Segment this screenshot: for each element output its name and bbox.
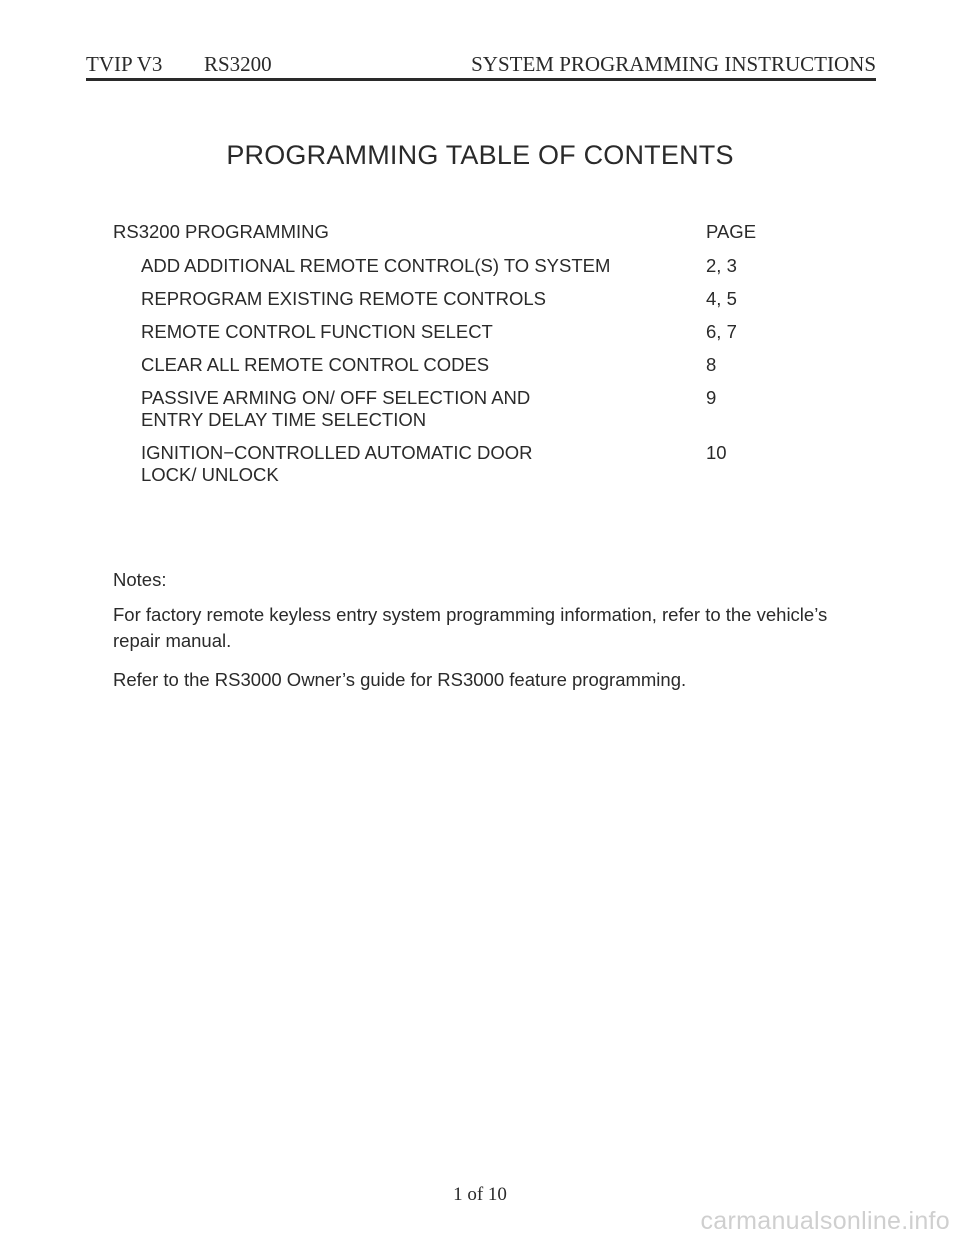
header-product: RS3200 xyxy=(204,52,272,76)
toc-section-label: RS3200 PROGRAMMING xyxy=(113,221,329,242)
toc-entry-title: REPROGRAM EXISTING REMOTE CONTROLS xyxy=(141,288,546,309)
toc-entry xyxy=(141,387,781,431)
toc-list xyxy=(141,255,781,497)
toc-entry-page: 8 xyxy=(706,354,717,375)
note-paragraph: Refer to the RS3000 Owner’s guide for RS3000 feature programming. xyxy=(113,669,687,690)
notes-section xyxy=(113,567,853,706)
page-number: 1 of 10 xyxy=(453,1184,507,1205)
toc-header xyxy=(113,221,773,245)
toc-entry xyxy=(141,288,781,310)
header-doc-title: SYSTEM PROGRAMMING INSTRUCTIONS xyxy=(471,52,876,76)
header-model: TVIP V3 xyxy=(86,52,163,76)
toc-entry xyxy=(141,255,781,277)
note-paragraph: For factory remote keyless entry system programming information, refer to the vehicle’s repair manual. xyxy=(113,604,828,651)
toc-entry xyxy=(141,442,781,486)
page-title: PROGRAMMING TABLE OF CONTENTS xyxy=(226,140,734,170)
toc-entry-title: REMOTE CONTROL FUNCTION SELECT xyxy=(141,321,493,342)
toc-entry xyxy=(141,321,781,343)
toc-entry-page: 10 xyxy=(706,442,727,463)
watermark-text: carmanualsonline.info xyxy=(700,1207,950,1235)
toc-entry-title: IGNITION−CONTROLLED AUTOMATIC DOOR LOCK/ UNLOCK xyxy=(141,442,533,485)
toc-entry-title: ADD ADDITIONAL REMOTE CONTROL(S) TO SYSTEM xyxy=(141,255,611,276)
toc-entry-page: 4, 5 xyxy=(706,288,737,309)
toc-entry-page: 6, 7 xyxy=(706,321,737,342)
toc-page-column-label: PAGE xyxy=(706,221,757,242)
toc-entry-page: 2, 3 xyxy=(706,255,737,276)
notes-heading: Notes: xyxy=(113,569,167,590)
page-header xyxy=(86,52,876,81)
toc-entry-title: CLEAR ALL REMOTE CONTROL CODES xyxy=(141,354,490,375)
toc-entry-page: 9 xyxy=(706,387,717,408)
toc-entry-title: PASSIVE ARMING ON/ OFF SELECTION AND ENTRY DELAY TIME SELECTION xyxy=(141,387,531,430)
toc-entry xyxy=(141,354,781,376)
